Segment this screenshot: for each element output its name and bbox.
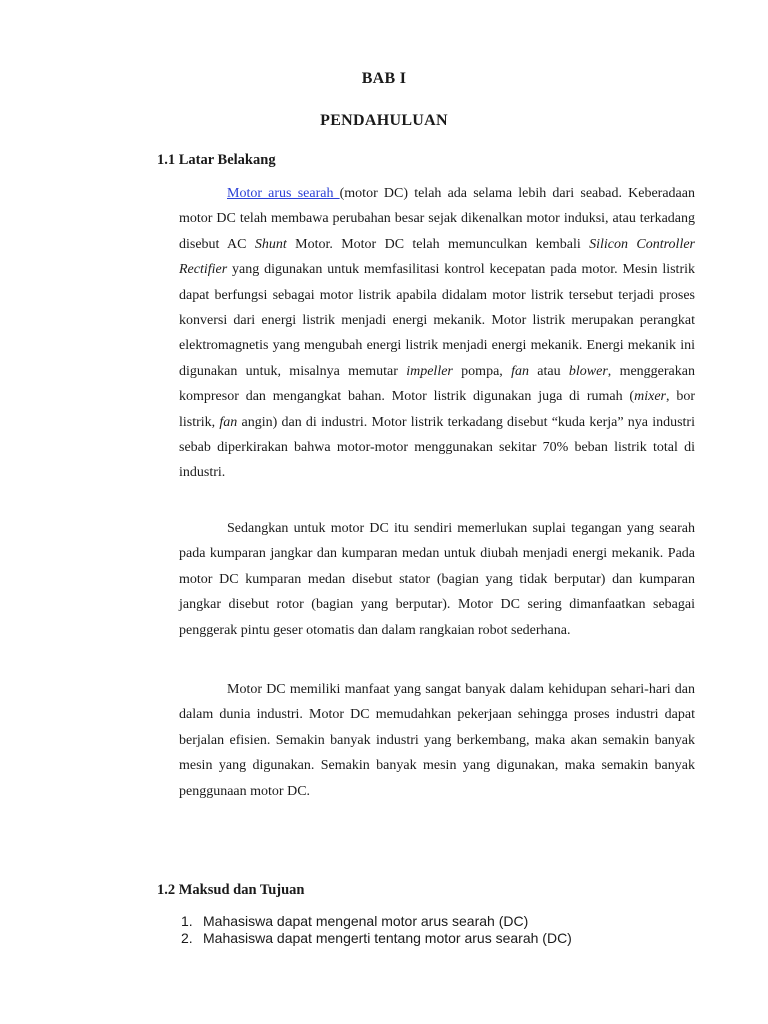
paragraph-text: pompa,	[452, 363, 512, 379]
italic-term: fan	[511, 363, 529, 379]
section-title-latar-belakang: 1.1 Latar Belakang	[157, 152, 276, 168]
paragraph-1	[179, 181, 695, 486]
list-item	[181, 930, 572, 947]
section-title-maksud-tujuan: 1.2 Maksud dan Tujuan	[157, 882, 305, 898]
motor-arus-searah-link[interactable]: Motor arus searah	[227, 186, 340, 201]
paragraph-2: Sedangkan untuk motor DC itu sendiri memerlukan suplai tegangan yang searah pada kumparan jangkar dan kumparan medan untuk diubah menjadi energi mekanik. Pada motor DC kumparan medan disebut stator (bagian yang tidak berputar) dan kumparan jangkar disebut rotor (bagian yang berputar). Motor DC sering dimanfaatkan sebagai penggerak pintu geser otomatis dan dalam rangkaian robot sederhana.	[179, 521, 695, 638]
italic-term: Shunt	[254, 236, 287, 252]
italic-term: mixer	[634, 389, 666, 405]
list-item-text: Mahasiswa dapat mengenal motor arus searah (DC)	[203, 913, 529, 929]
italic-term: fan	[219, 414, 238, 430]
list-number: 2.	[181, 930, 193, 946]
list-item	[181, 913, 572, 930]
paragraph-text: angin) dan di industri. Motor listrik terkadang disebut “kuda kerja” nya industri sebab diperkirakan bahwa motor-motor menggunakan sekitar 70% beban listrik total di industri.	[179, 414, 695, 481]
chapter-heading: BAB I	[361, 70, 407, 87]
paragraph-text: , bor listrik,	[179, 389, 695, 430]
list-item-text: Mahasiswa dapat mengerti tentang motor arus searah (DC)	[203, 930, 572, 946]
paragraph-text: (motor DC) telah ada selama lebih dari seabad. Keberadaan motor DC telah membawa perubahan besar sejak dikenalkan motor induksi, atau terkadang disebut AC	[179, 186, 695, 252]
objectives-list	[181, 913, 572, 947]
paragraph-text: yang digunakan untuk memfasilitasi kontrol kecepatan pada motor. Mesin listrik dapat berfungsi sebagai motor listrik apabila didalam motor listrik tersebut terjadi proses konversi dari energi listrik menjadi energi mekanik. Motor listrik merupakan perangkat elektromagnetis yang mengubah energi listrik menjadi energi mekanik. Energi mekanik ini digunakan untuk, misalnya memutar	[179, 262, 695, 379]
list-number: 1.	[181, 913, 193, 929]
paragraph-text: atau	[528, 363, 569, 379]
italic-term: impeller	[406, 363, 453, 379]
paragraph-3: Motor DC memiliki manfaat yang sangat banyak dalam kehidupan sehari-hari dan dalam dunia industri. Motor DC memudahkan pekerjaan sehingga proses industri dapat berjalan efisien. Semakin banyak industri yang berkembang, maka akan semakin banyak mesin yang digunakan. Semakin banyak mesin yang digunakan, maka semakin banyak penggunaan motor DC.	[179, 682, 695, 799]
italic-term: Silicon Controller Rectifier	[179, 236, 695, 278]
chapter-title: PENDAHULUAN	[320, 112, 448, 129]
paragraph-text: , menggerakan kompresor dan mengangkat bahan. Motor listrik digunakan juga di rumah (	[179, 363, 695, 405]
italic-term: blower	[568, 363, 608, 379]
paragraph-text: Motor. Motor DC telah memunculkan kembali	[286, 236, 590, 252]
